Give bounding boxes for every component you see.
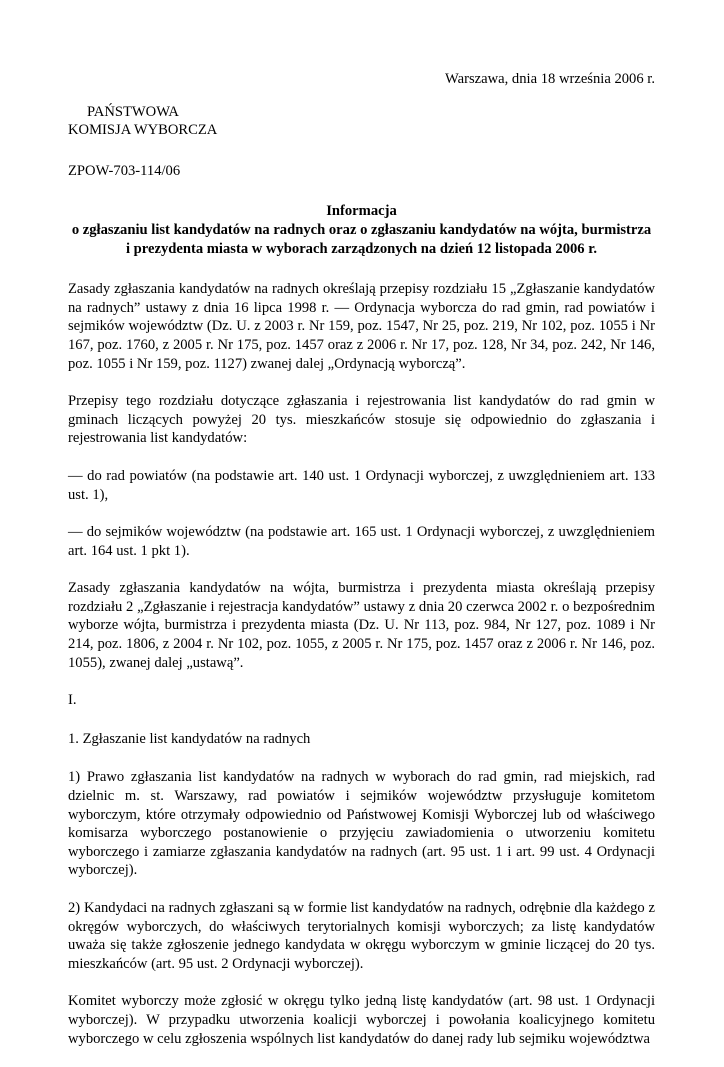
title-line-1: Informacja — [326, 203, 397, 220]
section-heading: 1. Zgłaszanie list kandydatów na radnych — [68, 730, 311, 747]
title-line-3: i prezydenta miasta w wyborach zarządzonych na dzień 12 listopada 2006 r. — [125, 240, 598, 257]
paragraph-3: — do rad powiatów (na podstawie art. 140 ust. 1 Ordynacji wyborczej, z uwzględnieniem art. 133 ust. 1), — [68, 467, 655, 503]
place-date: Warszawa, dnia 18 września 2006 r. — [445, 71, 655, 87]
issuing-authority — [68, 103, 655, 140]
section-number: I. — [68, 692, 77, 709]
paragraph-1: Zasady zgłaszania kandydatów na radnych określają przepisy rozdziału 15 „Zgłaszanie kandydatów na radnych” ustawy z dnia 16 lipca 1998 r. — Ordynacja wyborcza do rad gmin, rad powiatów i sejmików województw (Dz. U. z 2003 r. Nr 159, poz. 1547, Nr 25, poz. 219, Nr 102, poz. 1055 i Nr 167, poz. 1760, z 2005 r. Nr 175, poz. 1457 oraz z 2006 r. Nr 17, poz. 128, Nr 34, poz. 242, Nr 146, poz. 1055 i Nr 159, poz. 1127) zwanej dalej „Ordynacją wyborczą”. — [68, 281, 655, 372]
document-title — [68, 202, 655, 258]
paragraph-4: — do sejmików województw (na podstawie art. 165 ust. 1 Ordynacji wyborczej, z uwzględnieniem art. 164 ust. 1 pkt 1). — [68, 524, 655, 559]
authority-line-1: PAŃSTWOWA — [87, 103, 179, 120]
document-page — [68, 70, 655, 1067]
title-line-2: o zgłaszaniu list kandydatów na radnych oraz o zgłaszaniu kandydatów na wójta, burmistrza — [71, 221, 652, 238]
paragraph-6: 1) Prawo zgłaszania list kandydatów na radnych w wyborach do rad gmin, rad miejskich, rad dzielnic m. st. Warszawy, rad powiatów i sejmików województw przysługuje komitetom wyborczym, które otrzymały odpowiednio od Państwowej Komisji Wyborczej lub od właściwego komisarza wyborczego postanowienie o przyjęciu zawiadomienia o utworzeniu komitetu wyborczego i zamiarze zgłaszania kandydatów na radnych (art. 95 ust. 1 i art. 99 ust. 4 Ordynacji wyborczej). — [68, 769, 655, 879]
paragraph-7: 2) Kandydaci na radnych zgłaszani są w formie list kandydatów na radnych, odrębnie dla każdego z okręgów wyborczych, do właściwych terytorialnych komisji wyborczych; za listę kandydatów uważa się także zgłoszenie jednego kandydata w okręgu wyborczym w gminie liczącej do 20 tys. mieszkańców (art. 95 ust. 2 Ordynacji wyborczej). — [68, 900, 655, 972]
authority-line-2: KOMISJA WYBORCZA — [68, 122, 218, 139]
paragraph-8: Komitet wyborczy może zgłosić w okręgu tylko jedną listę kandydatów (art. 98 ust. 1 Ordynacji wyborczej). W przypadku utworzenia koalicji wyborczej i powołania koalicyjnego komitetu wyborczego w celu zgłoszenia wspólnych list kandydatów do danej rady lub sejmiku województwa — [68, 993, 655, 1047]
reference-number: ZPOW-703-114/06 — [68, 162, 181, 179]
paragraph-2: Przepisy tego rozdziału dotyczące zgłaszania i rejestrowania list kandydatów do rad gmin w gminach liczących powyżej 20 tys. mieszkańców stosuje się odpowiednio do zgłaszania i rejestrowania list kandydatów: — [68, 393, 655, 447]
paragraph-5: Zasady zgłaszania kandydatów na wójta, burmistrza i prezydenta miasta określają przepisy rozdziału 2 „Zgłaszanie i rejestracja kandydatów” ustawy z dnia 20 czerwca 2002 r. o bezpośrednim wyborze wójta, burmistrza i prezydenta miasta (Dz. U. Nr 113, poz. 984, Nr 127, poz. 1089 i Nr 214, poz. 1806, z 2004 r. Nr 102, poz. 1055, z 2005 r. Nr 175, poz. 1457 oraz z 2006 r. Nr 146, poz. 1055), zwanej dalej „ustawą”. — [68, 580, 655, 671]
